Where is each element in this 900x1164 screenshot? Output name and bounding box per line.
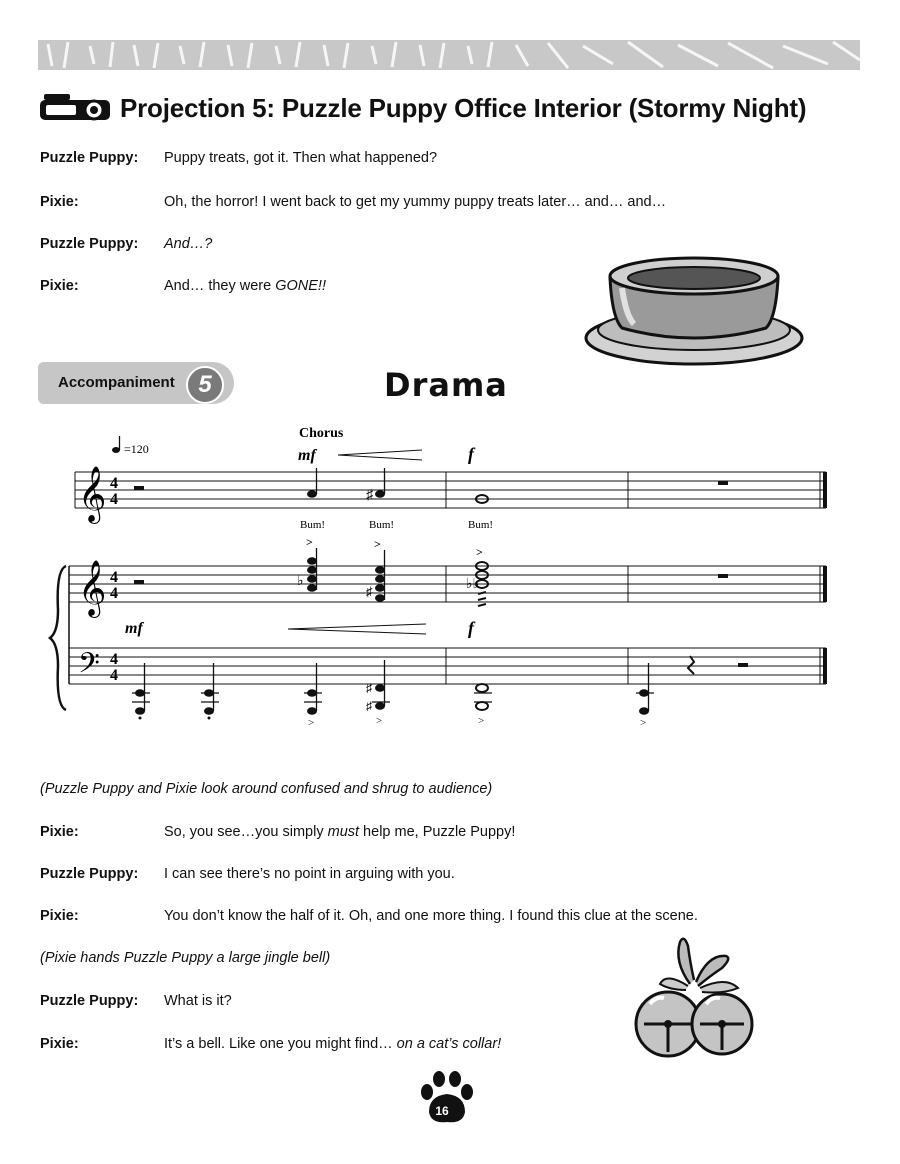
speaker-name: Pixie: [40,824,79,840]
page-number: 16 [435,1104,449,1118]
header-banner [38,40,860,70]
dialogue-line [40,824,515,840]
quarter-rest [688,656,694,674]
svg-text:♯: ♯ [366,681,372,695]
quarter-note [375,490,385,498]
whole-rest [718,481,728,485]
dialogue-line [40,236,212,252]
treble-clef-icon: 𝄞 [78,562,107,615]
vocal-staff [75,472,826,508]
svg-text:>: > [478,715,485,727]
dialogue-text: What is it? [164,993,232,1009]
stage-direction: (Pixie hands Puzzle Puppy a large jingle bell) [40,950,331,966]
music-score [0,420,900,750]
piano-bass-staff [69,648,826,684]
speaker-name: Pixie: [40,194,79,210]
emphasis-text: GONE!! [275,278,326,294]
dialogue-text: And…? [164,236,213,252]
emphasis-text: must [327,824,360,840]
dialogue-text: And… they were GONE!! [164,278,326,294]
svg-text:4: 4 [110,585,118,602]
svg-text:♭♭: ♭♭ [466,577,480,592]
dialogue-line [40,908,698,924]
bass-clef-icon: 𝄢 [78,649,100,686]
dynamic-f: f [468,444,474,464]
svg-text:♯: ♯ [366,699,372,713]
svg-text:4: 4 [110,667,118,684]
svg-text:>: > [376,715,383,727]
half-rest [134,486,144,490]
emphasis-text: on a cat’s collar! [396,1036,502,1052]
dialogue-text: So, you see…you simply must help me, Puzzle Puppy! [164,824,516,840]
dialogue-line [40,278,326,294]
lyric: Bum! [300,519,326,531]
svg-text:♭: ♭ [297,574,304,589]
svg-text:♯: ♯ [366,488,373,503]
dialogue-line [40,993,232,1009]
dialogue-text: You don’t know the half of it. Oh, and one more thing. I found this clue at the scene. [164,908,698,924]
svg-text:>: > [306,535,313,549]
stage-direction: (Puzzle Puppy and Pixie look around confused and shrug to audience) [40,781,493,797]
treble-clef-icon: 𝄞 [78,468,107,521]
svg-text:♯: ♯ [366,584,373,599]
dialogue-text: Oh, the horror! I went back to get my yummy puppy treats later… and… and… [164,194,667,210]
speaker-name: Puzzle Puppy: [40,150,139,166]
speaker-name: Puzzle Puppy: [40,993,139,1009]
svg-text:>: > [308,717,315,729]
lyric: Bum! [369,519,395,531]
dynamic-f: f [468,618,474,638]
dynamic-mf: mf [125,620,143,637]
svg-text:4: 4 [110,651,118,668]
svg-text:4: 4 [110,569,118,586]
quarter-note [307,490,317,498]
bass-notes [135,684,649,715]
dog-bowl-illustration [582,248,808,368]
svg-text:4: 4 [110,491,118,508]
dialogue-line [40,866,455,882]
projector-icon [38,92,112,124]
tempo-marking [112,436,149,456]
page-header [38,88,806,128]
piano-treble-staff [69,566,826,602]
accompaniment-badge [38,362,234,404]
page-title: Projection 5: Puzzle Puppy Office Interior (Stormy Night) [120,92,807,123]
speaker-name: Pixie: [40,278,79,294]
half-rest [738,663,748,667]
accompaniment-label: Accompaniment [58,374,175,391]
svg-text:>: > [640,717,647,729]
svg-text:>: > [374,537,381,551]
decrescendo-hairpin [288,624,426,634]
jingle-bells-illustration [630,932,758,1066]
lyric: Bum! [468,519,494,531]
speaker-name: Pixie: [40,908,79,924]
dialogue-text: Puppy treats, got it. Then what happened? [164,150,438,166]
svg-text:4: 4 [110,475,118,492]
dialogue-line [40,194,666,210]
grand-staff-brace [50,566,66,710]
speaker-name: Puzzle Puppy: [40,236,139,252]
decrescendo-hairpin [338,450,422,460]
dialogue-text: I can see there’s no point in arguing with you. [164,866,455,882]
section-label: Chorus [299,426,344,441]
dialogue-line [40,1036,501,1052]
dialogue-line [40,150,437,166]
speaker-name: Pixie: [40,1036,79,1052]
speaker-name: Puzzle Puppy: [40,866,139,882]
svg-text:=120: =120 [124,442,149,456]
dynamic-mf: mf [298,447,316,464]
dialogue-text: It’s a bell. Like one you might find… on a cat’s collar! [164,1036,502,1052]
track-number: 5 [186,366,224,404]
music-title: Drama [384,366,508,404]
svg-text:>: > [476,545,483,559]
